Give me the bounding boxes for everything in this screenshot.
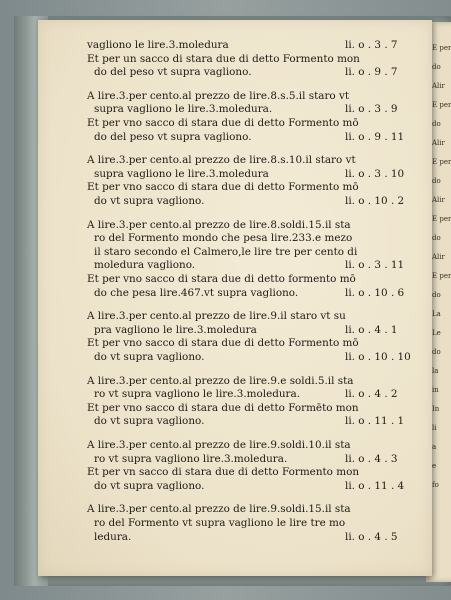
facing-page-line: do <box>432 63 441 71</box>
text-line: do vt supra vagliono. <box>94 479 205 492</box>
facing-page-line: do <box>432 291 441 299</box>
facing-page-line: fo <box>432 481 439 489</box>
text-line: Et per vno sacco di stara due di detto Formento mō <box>87 337 359 350</box>
price-value: li. o . 10 . 6 <box>345 286 405 299</box>
facing-page-line: Alir <box>432 82 445 90</box>
facing-page-line: E per <box>432 215 451 223</box>
facing-page-line: li <box>432 424 437 432</box>
facing-page-line: la <box>432 367 439 375</box>
price-value: li. o . 4 . 3 <box>345 452 398 465</box>
text-line: supra vagliono le lire.3.moledura <box>94 167 269 180</box>
price-value: li. o . 3 . 10 <box>345 167 405 180</box>
text-line: Et per vno sacco di stara due di detto Formento mō <box>87 117 359 129</box>
document-page <box>38 20 432 576</box>
text-line: ro vt supra vagliono le lire.3.moledura. <box>94 388 301 401</box>
price-value: li. o . 9 . 11 <box>345 130 405 143</box>
text-line: A lire.3.per cento.al prezzo de lire.9.soldi.15.il sta <box>87 503 351 516</box>
text-line: do vt supra vagliono. <box>94 351 205 363</box>
facing-page-line: E per <box>432 101 451 109</box>
facing-page-line: do <box>432 120 441 128</box>
price-value: li. o . 9 . 7 <box>345 66 398 79</box>
facing-page-line: E per <box>432 158 451 166</box>
facing-page-line: La <box>432 310 441 318</box>
facing-page-line: do <box>432 234 441 242</box>
facing-page-line: do <box>432 348 441 356</box>
text-line: Et per vno sacco di stara due di detto Formēto mon <box>87 401 359 414</box>
text-line: do che pesa lire.467.vt supra vagliono. <box>94 286 299 299</box>
price-value: li. o . 10 . 10 <box>345 351 411 363</box>
text-line: A lire.3.per cento.al prezzo de lire.8.s.5.il staro vt <box>87 89 350 102</box>
text-line: ledura. <box>94 530 132 543</box>
facing-page-line: a <box>432 443 437 451</box>
facing-page-line: E per <box>432 272 451 280</box>
price-value: li. o . 11 . 1 <box>345 415 405 428</box>
price-value: li. o . 11 . 4 <box>345 479 405 492</box>
text-line: il staro secondo el Calmero,le lire tre per cento di <box>94 245 358 258</box>
text-line: do del peso vt supra vagliono. <box>94 130 252 143</box>
price-value: li. o . 3 . 7 <box>345 39 398 51</box>
text-line: do vt supra vagliono. <box>94 195 205 207</box>
text-line: ro del Formento mondo che pesa lire.233.e mezo <box>94 232 353 245</box>
price-value: li. o . 4 . 1 <box>345 323 398 336</box>
facing-page-line: Alir <box>432 253 445 261</box>
price-value: li. o . 10 . 2 <box>345 195 405 207</box>
price-value: li. o . 3 . 9 <box>345 103 398 116</box>
text-line: vagliono le lire.3.moledura <box>87 39 229 51</box>
text-line: Et per vno sacco di stara due di detto Formento mō <box>87 181 359 194</box>
text-line: A lire.3.per cento.al prezzo de lire.8.soldi.15.il sta <box>87 218 351 231</box>
text-line: A lire.3.per cento.al prezzo de lire.8.s.10.il staro vt <box>87 154 356 167</box>
facing-page-line: Alir <box>432 139 445 147</box>
facing-page-line: do <box>432 177 441 185</box>
text-line: Et per un sacco di stara due di detto Formento mon <box>87 52 360 65</box>
text-line: do del peso vt supra vagliono. <box>94 66 252 79</box>
facing-page-line: Le <box>432 329 441 337</box>
text-line: moledura vagliono. <box>94 259 196 272</box>
facing-page-line: e <box>432 462 437 470</box>
price-value: li. o . 3 . 11 <box>345 259 405 272</box>
text-line: A lire.3.per cento.al prezzo de lire.9.e soldi.5.il sta <box>87 374 354 387</box>
text-line: Et per vn sacco di stara due di detto Formento mon <box>87 466 360 479</box>
price-value: li. o . 4 . 5 <box>345 530 398 543</box>
facing-page-line: E per <box>432 44 451 52</box>
facing-page-line: Alir <box>432 196 445 204</box>
text-line: ro del Formento vt supra vagliono le lire tre mo <box>94 517 346 529</box>
facing-page-line: In <box>432 405 440 413</box>
text-line: ro vt supra vagliono lire.3.moledura. <box>94 452 288 465</box>
price-value: li. o . 4 . 2 <box>345 388 398 401</box>
text-line: Et per vno sacco di stara due di detto formento mō <box>87 273 356 285</box>
text-line: do vt supra vagliono. <box>94 415 205 428</box>
facing-page-line: in <box>432 386 439 394</box>
text-line: supra vagliono le lire.3.moledura. <box>94 103 273 116</box>
text-line: pra vagliono le lire.3.moledura <box>94 323 257 336</box>
text-line: A lire.3.per cento.al prezzo de lire.9.il staro vt su <box>87 310 346 323</box>
text-line: A lire.3.per cento.al prezzo de lire.9.soldi.10.il sta <box>87 439 351 451</box>
